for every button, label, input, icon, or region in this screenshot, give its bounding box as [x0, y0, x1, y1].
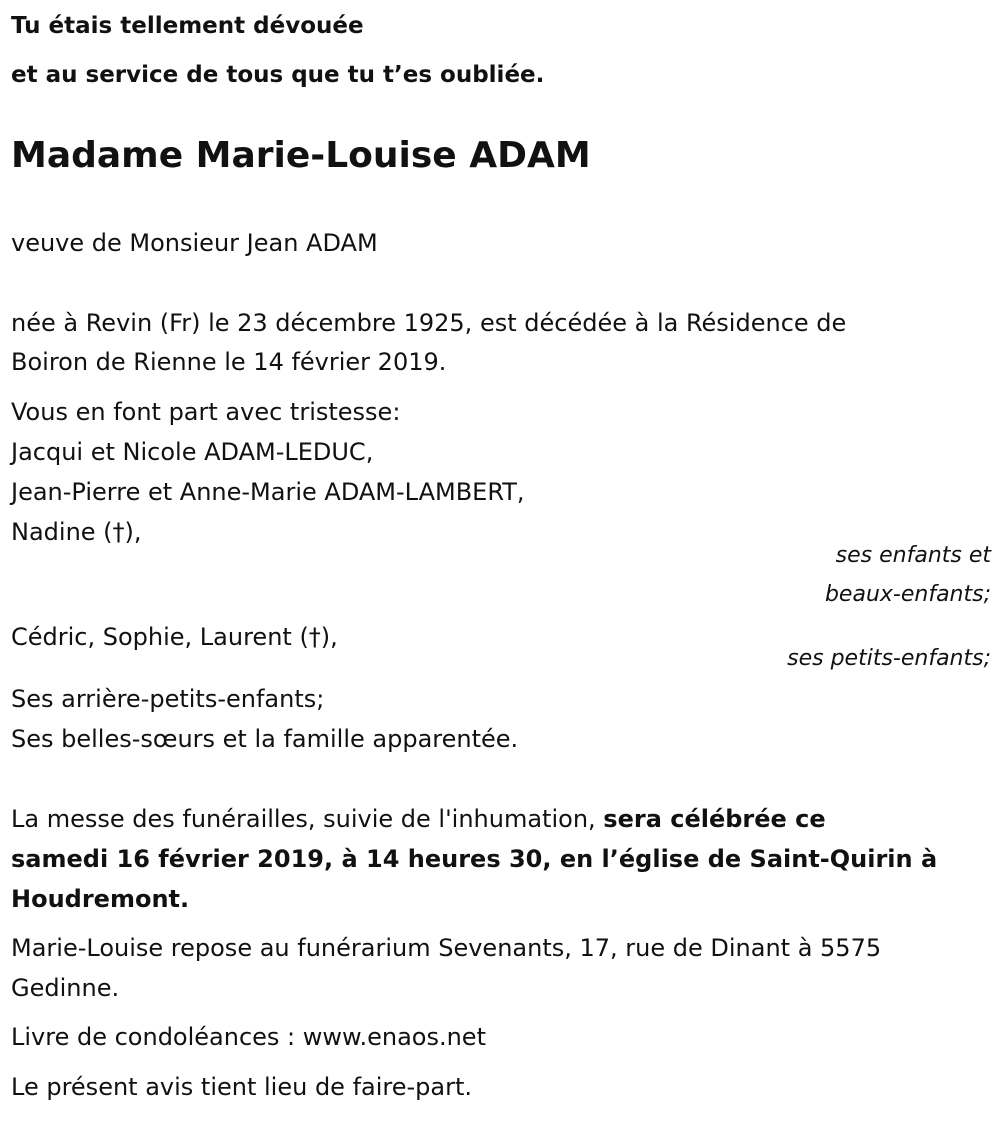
- epigraph-line-1: Tu étais tellement dévouée: [11, 13, 364, 39]
- child-entry: Jean-Pierre et Anne-Marie ADAM-LAMBERT,: [11, 478, 525, 506]
- birth-death-line-1: née à Revin (Fr) le 23 décembre 1925, est décédée à la Résidence de: [11, 309, 847, 337]
- funeral-line-1-bold: sera célébrée ce: [603, 805, 826, 833]
- epigraph-line-2: et au service de tous que tu t’es oubliée.: [11, 62, 545, 88]
- funeral-line-1-normal: La messe des funérailles, suivie de l'inhumation,: [11, 805, 604, 833]
- condolences-link: Livre de condoléances : www.enaos.net: [11, 1023, 486, 1051]
- repose-line-2: Gedinne.: [11, 974, 120, 1002]
- grandchildren-label: ses petits-enfants;: [787, 646, 991, 671]
- repose-line-1: Marie-Louise repose au funérarium Sevenants, 17, rue de Dinant à 5575: [11, 934, 882, 962]
- great-grandchildren-entry: Ses arrière-petits-enfants;: [11, 685, 325, 713]
- children-label-2: beaux-enfants;: [824, 582, 991, 607]
- widow-of: veuve de Monsieur Jean ADAM: [11, 229, 378, 257]
- children-label-1: ses enfants et: [835, 543, 991, 568]
- funeral-line-3: Houdremont.: [11, 885, 190, 913]
- funeral-line-2: samedi 16 février 2019, à 14 heures 30, en l’église de Saint-Quirin à: [11, 845, 938, 873]
- birth-death-line-2: Boiron de Rienne le 14 février 2019.: [11, 348, 447, 376]
- notice-text: Le présent avis tient lieu de faire-part.: [11, 1073, 473, 1101]
- child-entry: Jacqui et Nicole ADAM-LEDUC,: [11, 438, 374, 466]
- deceased-name: Madame Marie-Louise ADAM: [11, 135, 591, 176]
- child-entry: Nadine (†),: [11, 518, 142, 546]
- funeral-line-1: [11, 805, 826, 833]
- grandchildren-entry: Cédric, Sophie, Laurent (†),: [11, 623, 338, 651]
- family-entry: Ses belles-sœurs et la famille apparentée.: [11, 725, 519, 753]
- announcers-intro: Vous en font part avec tristesse:: [11, 398, 401, 426]
